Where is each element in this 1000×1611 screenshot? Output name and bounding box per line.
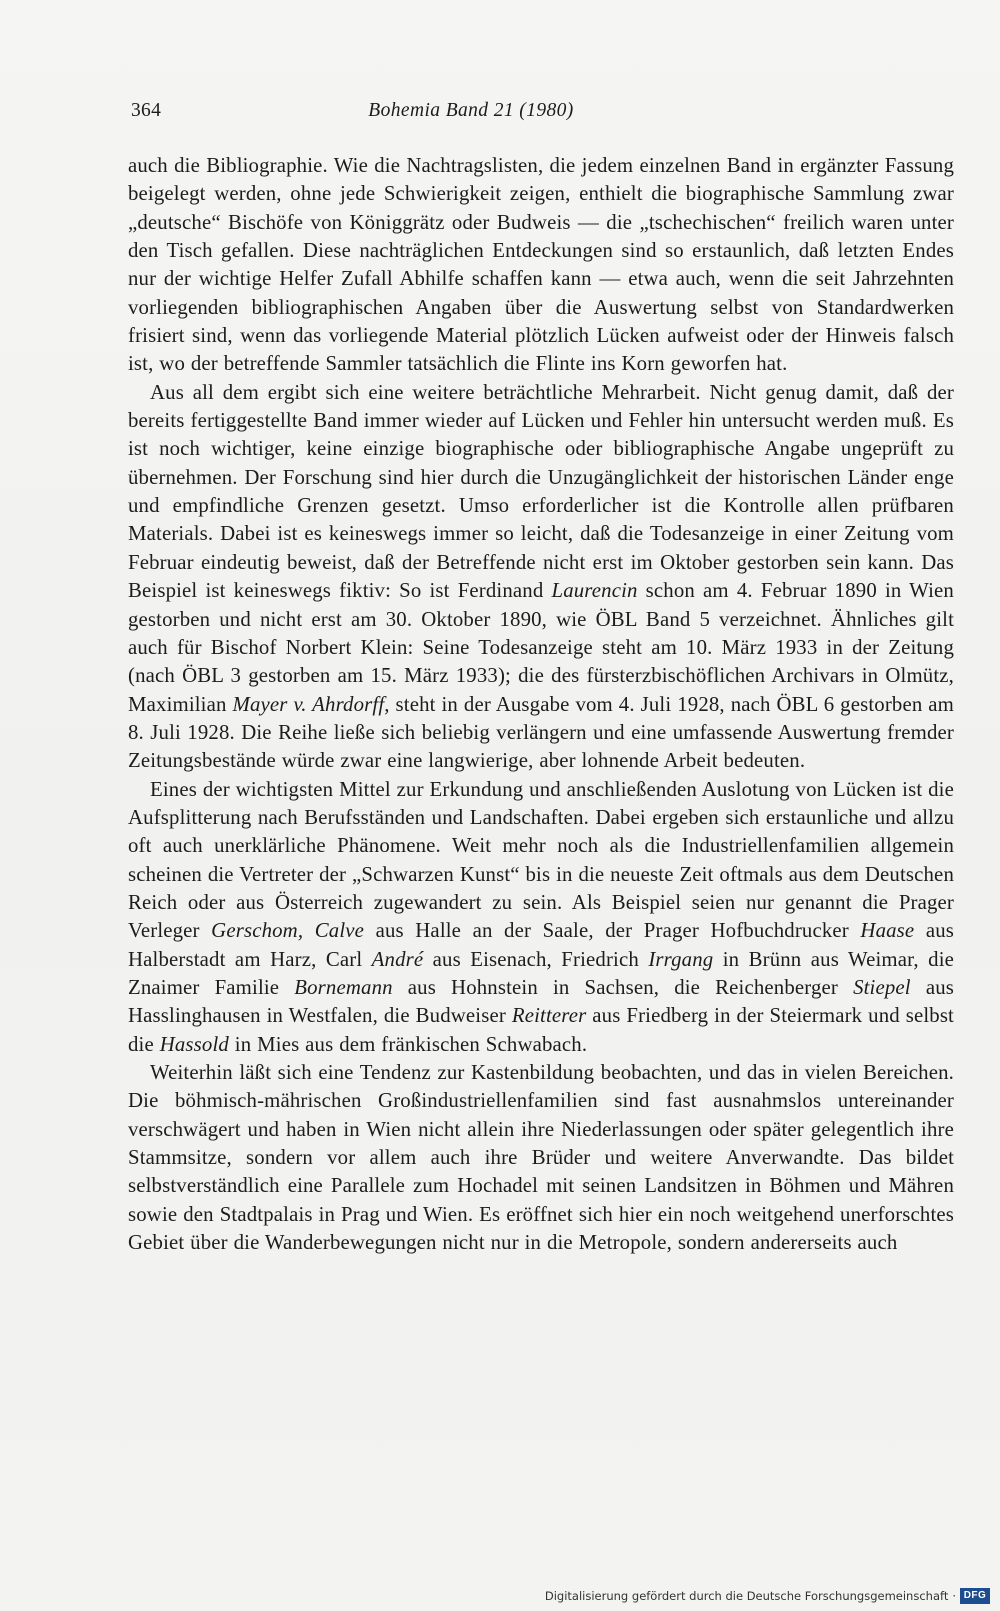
italic-name: Hassold — [159, 1032, 229, 1056]
text-run: auch die Bibliographie. Wie die Nachtragslisten, die jedem einzelnen Band in ergänzter Fassung beigelegt werden, ohne jede Schwierigkeit zeigen, enthielt die biographische Sammlung zwar „deutsche“ Bischöfe von Königgrätz oder Budweis — die „tschechischen“ freilich waren unter den Tisch gefallen. Diese nachträglichen Entdeckungen sind so erstaunlich, daß letzten Endes nur der wichtige Helfer Zufall Abhilfe schaffen kann — etwa auch, wenn die seit Jahrzehnten vorliegenden bibliographischen Angaben über die Auswertung selbst von Standardwerken frisiert sind, wenn das vorliegende Material plötzlich Lücken aufweist oder der Hinweis falsch ist, wo der betreffende Sammler tatsächlich die Flinte ins Korn geworfen hat. — [128, 154, 954, 376]
text-run: schon am 4. Februar 1890 in Wien gestorben und nicht erst am 30. Oktober 1890, wie ÖBL Band 5 verzeichnet. Ähnliches gilt auch für Bischof Norbert Klein: Seine Todesanzeige steht am 10. März 1933 in der Zeitung (nach ÖBL 3 gestorben am 15. März 1933); die des fürsterzbischöflichen Archivars in Olmütz, Maximilian — [128, 579, 954, 716]
text-run: , steht in der Ausgabe vom 4. Juli 1928, nach ÖBL 6 gestorben am 8. Juli 1928. Die Reihe ließe sich beliebig verlängern und eine umfassende Auswertung fremder Zeitungsbestände würde zwar eine langwierige, aber lohnende Arbeit bedeuten. — [128, 692, 955, 773]
text-run: aus Friedberg in der Steiermark und selbst die — [128, 1004, 954, 1056]
text-run: Eines der wichtigsten Mittel zur Erkundung und anschließenden Auslotung von Lücken ist die Aufsplitterung nach Berufsständen und Landschaften. Dabei ergeben sich erstaunliche und allzu oft auch unerklärliche Phänomene. Weit mehr noch als die Industriellenfamilien allgemein scheinen die Vertreter der „Schwarzen Kunst“ bis in die neueste Zeit oftmals aus dem Deutschen Reich oder aus Österreich zugewandert zu sein. Als Beispiel seien nur genannt die Prager Verleger — [128, 777, 954, 943]
paragraph — [128, 152, 954, 379]
text-run: aus Halberstadt am Harz, Carl — [128, 919, 955, 971]
running-head: Bohemia Band 21 (1980) — [368, 100, 574, 121]
italic-name: Laurencin — [551, 579, 638, 603]
italic-name: André — [371, 947, 424, 971]
text-run: Weiterhin läßt sich eine Tendenz zur Kastenbildung beobachten, und das in vielen Bereichen. Die böhmisch-mährischen Großindustriellenfamilien sind fast ausnahmslos untereinander verschwägert und haben in Wien nicht allein ihre Niederlassungen oder später gelegentlich ihre Stammsitze, sondern vor allem auch ihre Brüder und weitere Anverwandte. Das bildet selbstverständlich eine Parallele zum Hochadel mit seinen Landsitzen in Böhmen und Mähren sowie den Stadtpalais in Prag und Wien. Es eröffnet sich hier ein noch weitgehend unerforschtes Gebiet über die Wanderbewegungen nicht nur in die Metropole, sondern andererseits auch — [128, 1061, 954, 1255]
italic-name: Haase — [860, 919, 915, 943]
italic-name: Bornemann — [294, 975, 393, 999]
text-run: in Brünn aus Weimar, die Znaimer Familie — [128, 947, 955, 999]
credit-text: Digitalisierung gefördert durch die Deutsche Forschungsgemeinschaft — [544, 1589, 949, 1603]
dfg-logo-icon: DFG — [960, 1588, 990, 1604]
digitization-credit: Digitalisierung gefördert durch die Deutsche Forschungsgemeinschaft · DFG — [545, 1587, 990, 1605]
italic-name: Mayer v. Ahrdorff — [232, 692, 385, 716]
italic-name: Gerschom, — [211, 919, 304, 943]
italic-name: Calve — [314, 919, 365, 943]
text-run: aus Eisenach, Friedrich — [423, 947, 649, 971]
text-run: Aus all dem ergibt sich eine weitere beträchtliche Mehrarbeit. Nicht genug damit, daß der bereits fertiggestellte Band immer wieder auf Lücken und Fehler hin untersucht werden muß. Es ist noch wichtiger, keine einzige biographische oder bibliographische Angabe ungeprüft zu übernehmen. Der Forschung sind hier durch die Unzugänglichkeit der historischen Länder enge und empfindliche Grenzen gesetzt. Umso erforderlicher ist die Kontrolle allen prüfbaren Materials. Dabei ist es keineswegs immer so leicht, daß die Todesanzeige in einer Zeitung vom Februar eindeutig beweist, daß der Betreffende nicht erst im Oktober gestorben sein kann. Das Beispiel ist keineswegs fiktiv: So ist Ferdinand — [128, 380, 954, 603]
paragraph — [128, 776, 954, 1059]
paragraph — [128, 1059, 954, 1257]
paragraph — [128, 379, 954, 776]
body-text — [128, 152, 954, 1257]
italic-name: Irrgang — [648, 947, 714, 971]
italic-name: Stiepel — [853, 975, 911, 999]
page-header — [131, 100, 951, 130]
text-run: aus Hasslinghausen in Westfalen, die Budweiser — [128, 975, 954, 1028]
page-number: 364 — [131, 100, 162, 121]
text-run — [303, 919, 315, 942]
italic-name: Reitterer — [511, 1004, 587, 1028]
text-run: aus Hohnstein in Sachsen, die Reichenberger — [392, 975, 854, 999]
text-run: aus Halle an der Saale, der Prager Hofbuchdrucker — [364, 919, 861, 943]
text-run: in Mies aus dem fränkischen Schwabach. — [228, 1032, 588, 1056]
